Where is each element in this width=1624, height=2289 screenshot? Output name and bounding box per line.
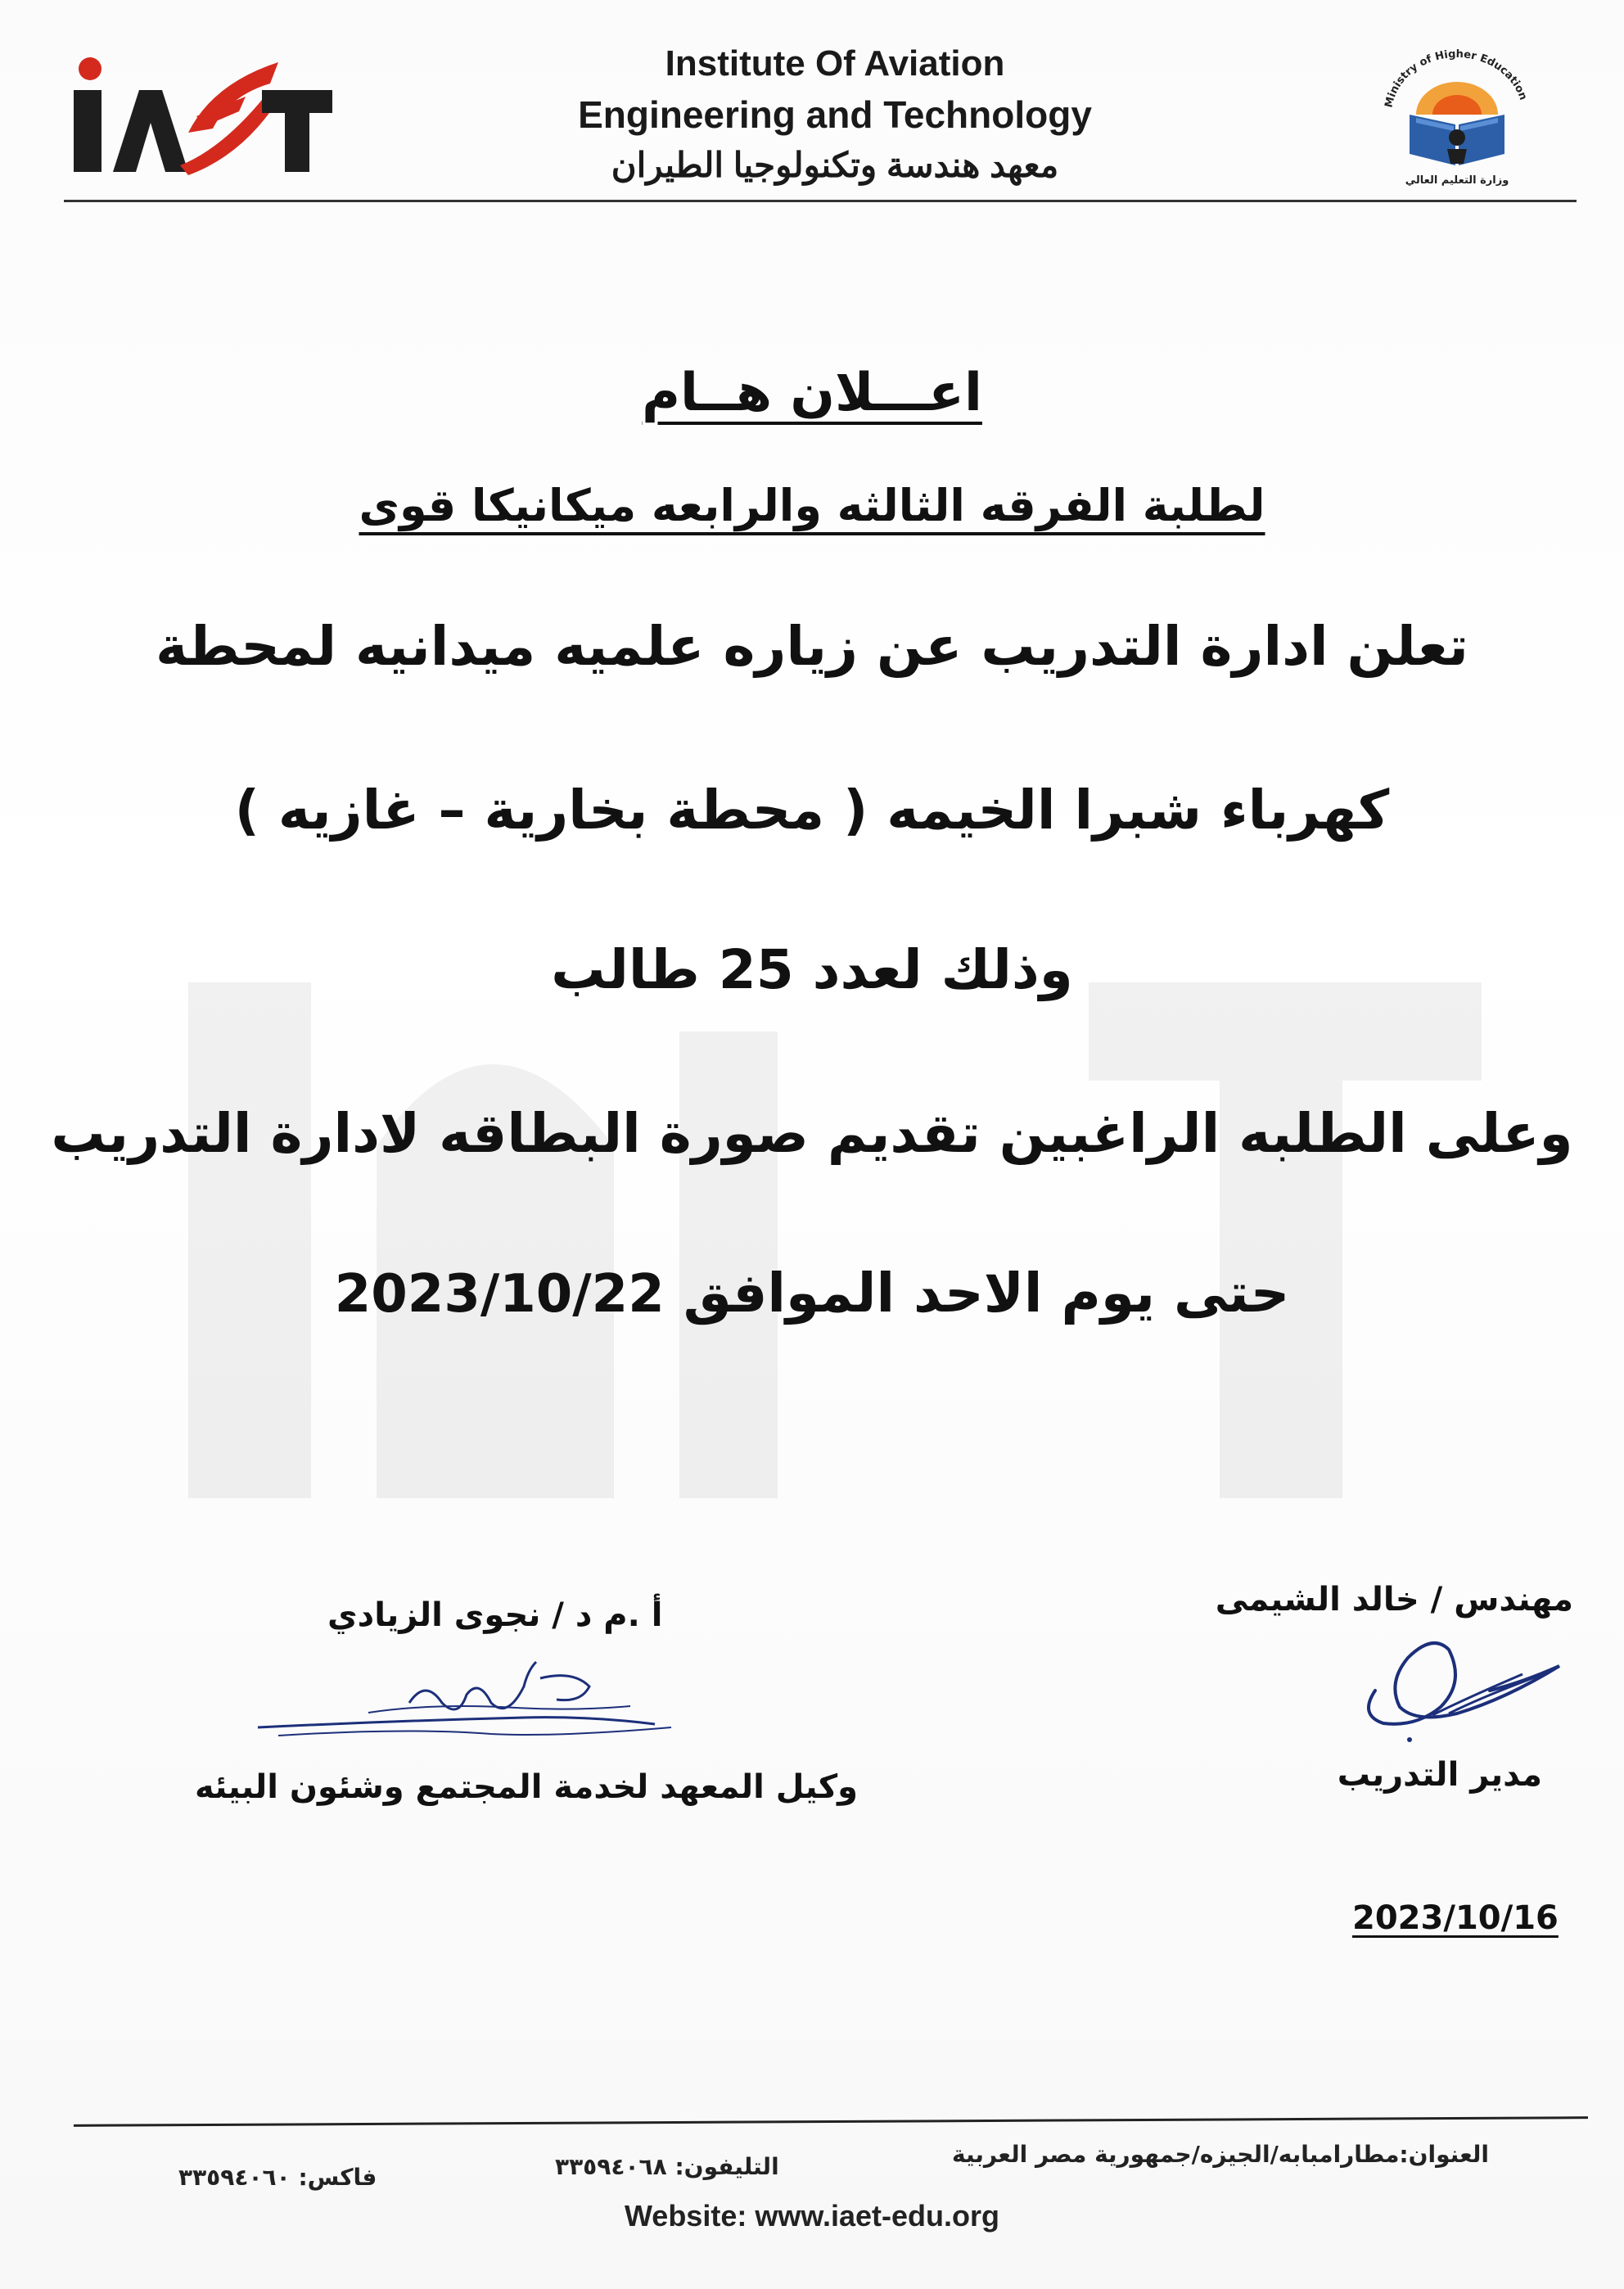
ministry-of-higher-education-logo [1359, 49, 1555, 188]
watermark-logo [188, 982, 1482, 1498]
announcement-subtitle [0, 475, 1624, 537]
announcement-title-text: اعـــلان هــام [642, 363, 982, 423]
vice-dean-title: وكيل المعهد لخدمة المجتمع وشئون البيئه [195, 1768, 858, 1806]
training-manager-name: مهندس / خالد الشيمى [1215, 1581, 1573, 1619]
header-divider [64, 200, 1577, 202]
footer-phone: التليفون: ٣٣٥٩٤٠٦٨ [555, 2153, 779, 2180]
announcement-line-1: تعلن ادارة التدريب عن زياره علميه ميدانيه لمحطة [156, 615, 1468, 678]
footer-fax: فاكس: ٣٣٥٩٤٠٦٠ [178, 2164, 377, 2191]
announcement-subtitle-text: لطلبة الفرقه الثالثه والرابعه ميكانيكا قوى [359, 480, 1265, 531]
institute-name-ar: معهد هندسة وتكنولوجيا الطيران [611, 146, 1059, 184]
vice-dean-signature [246, 1646, 688, 1752]
footer-address: العنوان:مطارامبابه/الجيزه/جمهورية مصر العربية [951, 2141, 1489, 2168]
announcement-line-2: كهرباء شبرا الخيمه ( محطة بخارية – غازيه ) [234, 779, 1390, 842]
announcement-title [0, 360, 1624, 426]
footer-divider [74, 2116, 1588, 2127]
iaet-logo [65, 51, 336, 182]
institute-name-en-line2: Engineering and Technology [578, 93, 1092, 136]
institute-name-en-line1: Institute Of Aviation [665, 43, 1005, 84]
announcement-line-3: وذلك لعدد 25 طالب [551, 938, 1073, 1001]
announcement-line-4: وعلى الطلبه الراغبين تقديم صورة البطاقه لادارة التدريب [51, 1102, 1573, 1165]
footer-website: Website: www.iaet-edu.org [624, 2199, 1000, 2233]
vice-dean-name: أ .م د / نجوى الزيادي [327, 1596, 663, 1634]
training-manager-title: مدير التدريب [1337, 1756, 1542, 1794]
deadline-text: حتى يوم الاحد الموافق [683, 1262, 1290, 1325]
announcement-line-5 [0, 1257, 1624, 1331]
document-date: 2023/10/16 [1352, 1899, 1559, 1937]
ministry-en-text: Ministry of Higher Education [1383, 49, 1530, 109]
deadline-date: 2023/10/22 [334, 1264, 665, 1325]
training-manager-signature [1342, 1617, 1572, 1748]
institute-name-block [508, 39, 1162, 190]
ministry-ar-text: وزارة التعليم العالي [1405, 174, 1509, 187]
